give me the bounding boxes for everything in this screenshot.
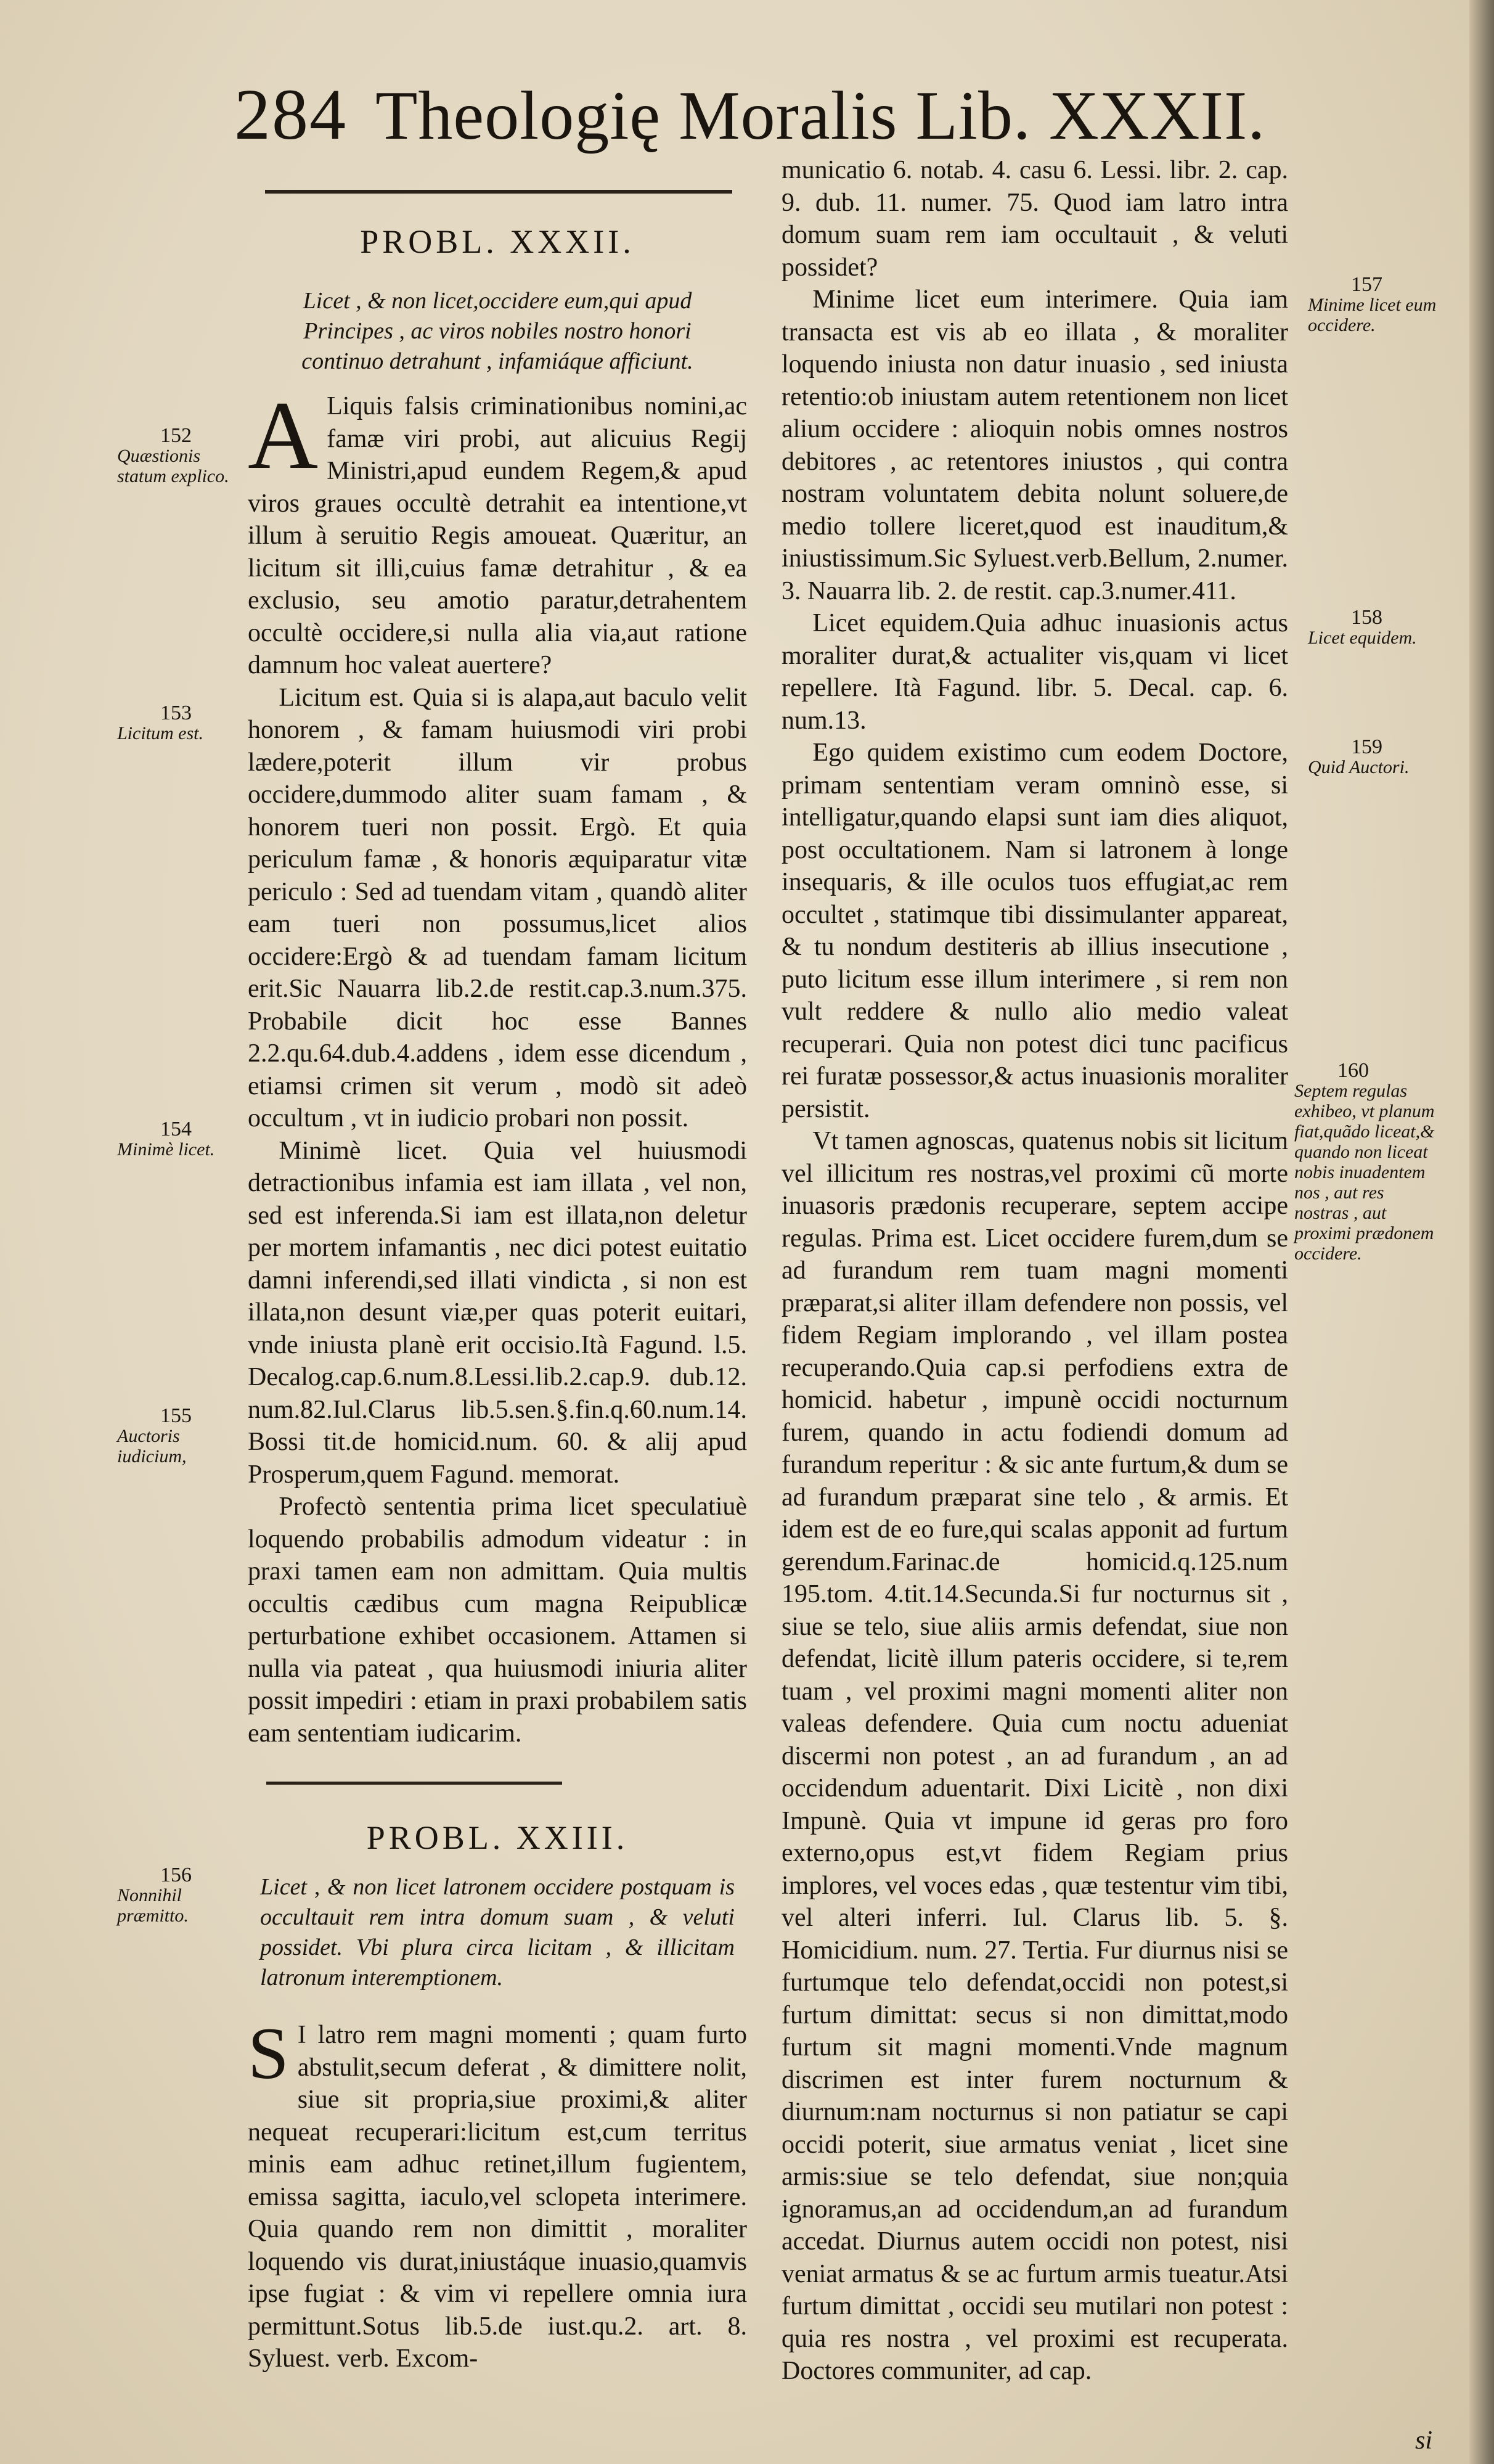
- paragraph-155: Profectò sententia prima licet speculatiuè loquendo probabilis admodum videatur : in praxi tamen eam non admittam. Quia multis occultis cædibus cum magna Reipublicæ perturbatione exhibet occasionem. Attamen si nulla via pateat , qua huiusmodi iniuria aliter possit impediri : etiam in praxi probabilem satis eam sententiam iudicarim.: [248, 1492, 747, 1748]
- margin-note-153: 153 Licitum est.: [117, 702, 203, 743]
- running-head: Theologię Moralis Lib. XXXII.: [375, 78, 1266, 154]
- paragraph-157: Minime licet eum interimere. Quia iam transacta est vis ab eo illata , & moraliter loquendo iniusta non datur inuasio , sed iniusta retentio:ob iniustam autem retentionem non licet alium occidere : alioquin nobis omnes nostros debitores , ac retentores iniustos , qui contra nostram voluntatem debita nolunt soluere,de medio tollere liceret,quod est inauditum,& iniustissimum.Sic Syluest.verb.Bellum, 2.numer. 3. Nauarra lib. 2. de restit. cap.3.numer.411.: [782, 285, 1288, 605]
- paragraph-156-continued: municatio 6. notab. 4. casu 6. Lessi. libr. 2. cap. 9. dub. 11. numer. 75. Quod iam latro intra domum suam rem iam occultauit , & veluti possidet?: [782, 156, 1288, 282]
- problem-32-title: PROBL. XXXII.: [360, 223, 635, 260]
- paragraph-152-text: Liquis falsis criminationibus nomini,ac famæ viri probi, aut alicuius Regij Ministri,apud eundem Regem,& apud viros graues occultè detrahit ea intentione,vt illum à seruitio Regis amoueat. Quæritur, an licitum sit illi,cuius famæ detrahitur , & ea exclusio, seu amotio paratur,detrahentem occultè occidere,si nulla alia via,aut ratione damnum hoc valeat auertere?: [248, 392, 747, 679]
- header-rule: [265, 190, 732, 194]
- margin-note-152: 152 Quæstionis statum explico.: [117, 424, 229, 486]
- problem-33-title: PROBL. XXIII.: [366, 1819, 629, 1856]
- catchword: si: [1414, 2426, 1432, 2455]
- paragraph-160: Vt tamen agnoscas, quatenus nobis sit licitum vel illicitum res nostras,vel proximi cũ morte inuasoris prædonis recuperare, septem accipe regulas. Prima est. Licet occidere furem,dum se ad furandum rem tuam magni momenti præparat,si aliter illam defendere non possis, vel fidem Regiam implorando , vel illam postea recuperando.Quia cap.si perfodiens extra de homicid. habetur , impunè occidi nocturnum furem, quando in actu fodiendi domum ad furandum reperitur : & sic ante furtum,& dum se ad furandum præparat sine telo , & armis. Et idem est de eo fure,qui scalas apponit ad furtum gerendum.Farinac.de homicid.q.125.num 195.tom. 4.tit.14.Secunda.Si fur nocturnus sit , siue se telo, siue aliis armis defendat, siue non defendat, licitè illum pateris occidere, si te,rem tuam , vel proximi magni momenti aliter non valeas defendere. Quia cum noctu adueniat discermi non potest , an ad furandum , an ad occidendum aduentarit. Dixi Licitè , non dixi Impunè. Quia vt impune id geras pro foro externo,opus est,vt fidem Regiam prius implores, vel voces edas , quæ testentur vim tibi, vel alteri inferri. Iul. Clarus lib. 5. §. Homicidium. num. 27. Tertia. Fur diurnus nisi se furtumque telo defendat,occidi non potest,si furtum dimittat: secus si non dimittat,modo furtum sit magni momenti.Vnde magnum discrimen est inter furem nocturnum & diurnum:nam nocturnus si non patiatur se capi occidi poterit, siue armatus veniat , licet sine armis:siue se telo defendat, siue non;quia ignoramus,an ad occidendum,an ad furandum accedat. Diurnus autem occidi non potest, nisi veniat armatus & se ac furtum armis tueatur.Atsi furtum dimittat , occidi seu mutilari non potest : quia res nostra , vel proximi est recuperata. Doctores communiter, ad cap.: [782, 1127, 1288, 2385]
- margin-note-159: 159 Quid Auctori.: [1308, 735, 1410, 777]
- paragraph-152: [248, 382, 747, 682]
- paragraph-153: Licitum est. Quia si is alapa,aut baculo velit honorem , & famam huiusmodi viri probi lædere,poterit illum vir probus occidere,dummodo aliter suam famam , & honorem tueri non possit. Ergò. Et quia periculum famæ , & honoris æquiparatur vitæ periculo : Sed ad tuendam vitam , quandò aliter eam tueri non possumus,licet alios occidere:Ergò & ad tuendam famam licitum erit.Sic Nauarra lib.2.de restit.cap.3.num.375. Probabile dicit hoc esse Bannes 2.2.qu.64.dub.4.addens , idem esse dicendum , etiamsi crimen sit verum , modò sit adeò occultum , vt in iudicio probari non possit.: [248, 683, 747, 1132]
- page-gutter-shadow: [1469, 0, 1494, 2464]
- paragraph-159: Ego quidem existimo cum eodem Doctore, primam sententiam veram omninò esse, si intelligatur,quando elapsi sunt iam dies aliquot, post occultationem. Nam si latronem à longe insequaris, & ille oculos tuos effugiat,ac rem occultet , statimque tibi dissimulanter appareat, & tu nondum destiteris ab illius insecutione , puto licitum esse illum interimere , si rem non vult reddere & nullo alio medio valeat recuperari. Quia non potest dici tunc pacificus rei furatæ possessor,& actus inuasionis moraliter persistit.: [782, 739, 1288, 1123]
- margin-note-154: 154 Minimè licet.: [117, 1118, 215, 1160]
- paragraph-154: Minimè licet. Quia vel huiusmodi detractionibus infamia est iam illata , vel non, sed est inferenda.Si iam est illata,non deletur per mortem infamantis , nec dici potest euitatio damni inferendi,sed illati vindicta , si non est illata,non desunt viæ,per quas poterit euitari, vnde iniusta planè erit occisio.Ità Fagund. l.5. Decalog.cap.6.num.8.Lessi.lib.2.cap.9. dub.12. num.82.Iul.Clarus lib.5.sen.§.fin.q.60.num.14. Bossi tit.de homicid.num. 60. & alij apud Prosperum,quem Fagund. memorat.: [248, 1136, 747, 1489]
- paragraph-156-text: I latro rem magni momenti ; quam furto abstulit,secum deferat , & dimittere nolit, siue sit propria,siue proximi,& aliter nequeat recuperari:licitum est,cum territus minis eam adhuc retinet,illum fugientem, emissa sagitta, iaculo,vel sclopeta interimere. Quia quando rem non dimittit , moraliter loquendo vis durat,iniustáque inuasio,quamvis ipse fugiat : & vim vi repellere omnia iura permittunt.Sotus lib.5.de iust.qu.2. art. 8. Syluest. verb. Excom-: [248, 2021, 747, 2373]
- margin-note-156: 156 Nonnihil præmitto.: [117, 1864, 192, 1926]
- drop-cap-s: S: [248, 2012, 289, 2094]
- margin-note-158: 158 Licet equidem.: [1308, 606, 1417, 648]
- paragraph-158: Licet equidem.Quia adhuc inuasionis actus moraliter durat,& actualiter vis,quam vi licet repellere. Ità Fagund. libr. 5. Decal. cap. 6. num.13.: [782, 609, 1288, 735]
- problem-33-summary: Licet , & non licet latronem occidere postquam is occultauit rem intra domum suam , & veluti possidet. Vbi plura circa licitam , & illicitam latronum interemptionem.: [260, 1874, 735, 1991]
- margin-note-157: 157 Minime licet eum occidere.: [1308, 273, 1437, 335]
- margin-note-155: 155 Auctoris iudicium,: [117, 1404, 192, 1467]
- margin-note-160: 160 Septem regulas exhibeo, vt planum fiat,quãdo liceat,& quando non liceat nobis inuadentem nos , aut res nostras , aut proximi prædonem occidere.: [1294, 1059, 1435, 1264]
- page-header: [234, 73, 1265, 159]
- left-column: [248, 222, 747, 2375]
- paragraph-156: [248, 2012, 747, 2375]
- drop-cap-a: A: [248, 382, 319, 489]
- folio-number: 284: [234, 74, 347, 155]
- problem-32-summary: Licet , & non licet,occidere eum,qui apud Principes , ac viros nobiles nostro honori continuo detrahunt , infamiáque afficiunt.: [301, 288, 693, 374]
- section-rule: [266, 1782, 562, 1785]
- right-column: [782, 154, 1288, 2388]
